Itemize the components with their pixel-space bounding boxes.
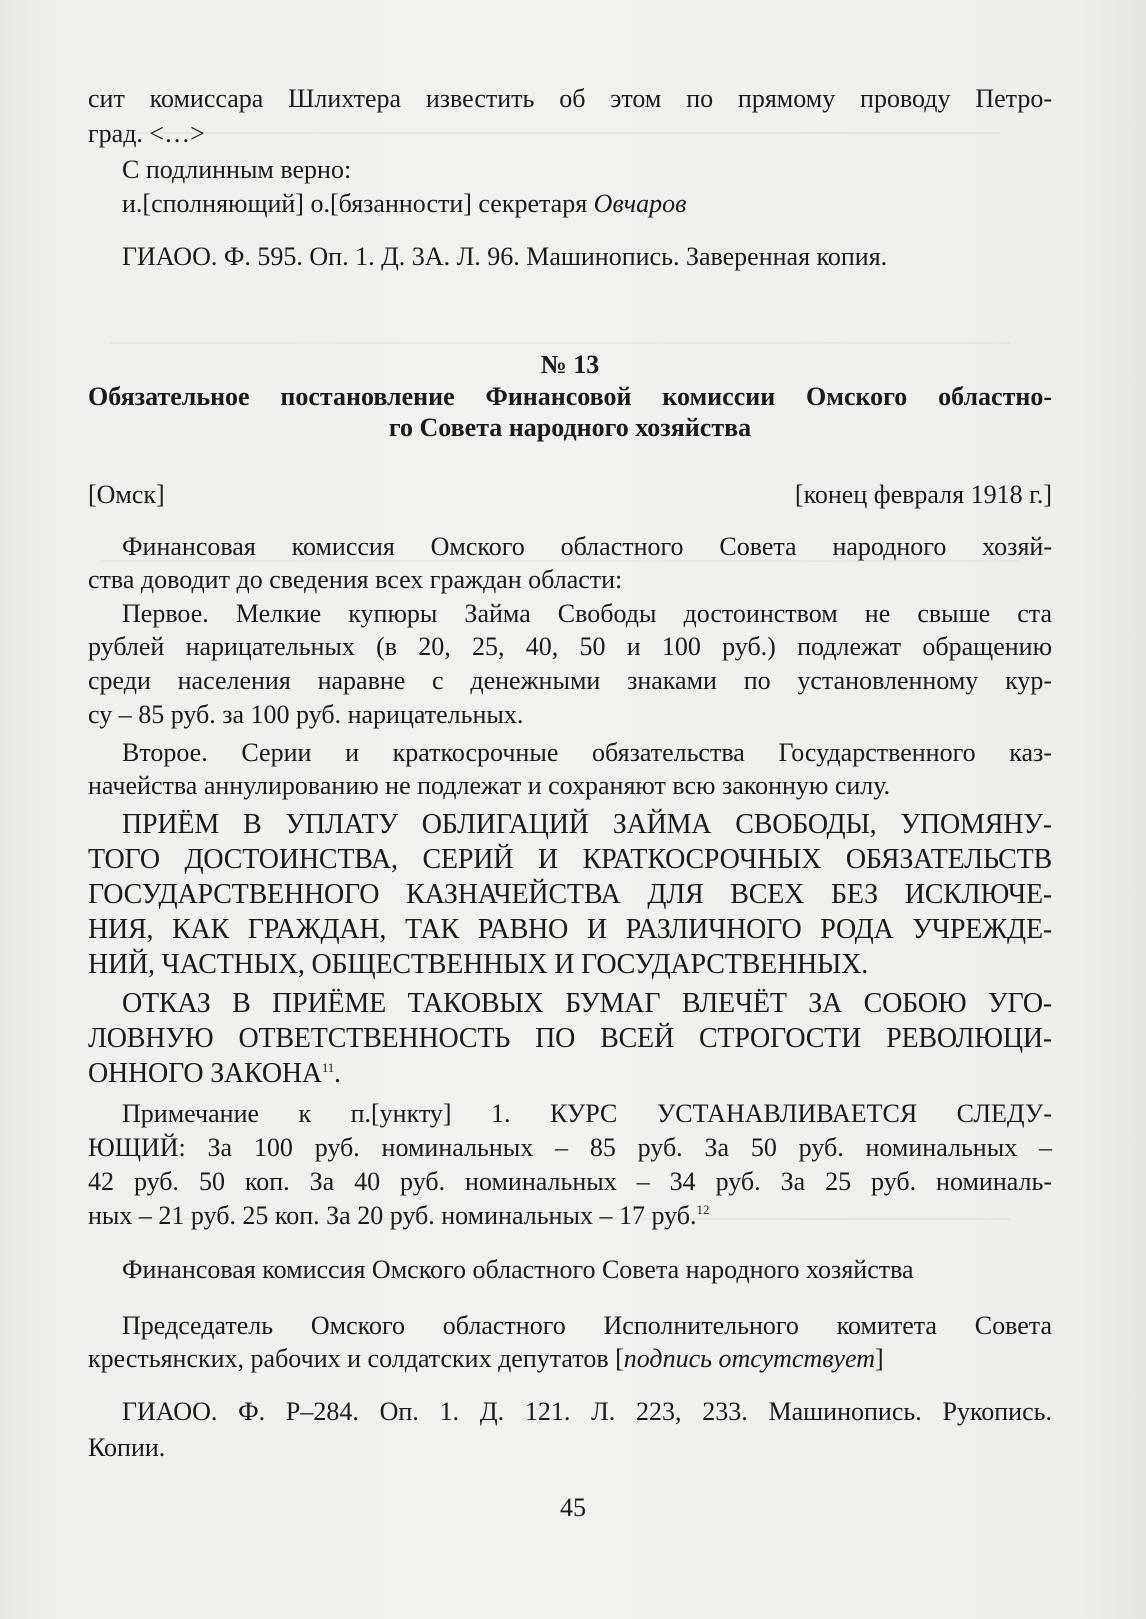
signature-missing-note: подпись отсутствует xyxy=(623,1344,876,1373)
document-number: № 13 xyxy=(540,350,600,379)
caps-paragraph1-l5: НИЙ, ЧАСТНЫХ, ОБЩЕСТВЕННЫХ И ГОСУДАРСТВЕННЫХ. xyxy=(88,949,869,980)
signer-name: Овчаров xyxy=(593,189,687,218)
document-title-line1: Обязательное постановление Финансовой комиссии Омского областно- xyxy=(88,382,1052,411)
signer-line: и.[сполняющий] о.[бязанности] секретаря Овчаров xyxy=(122,189,687,218)
caps-paragraph2-l1: ОТКАЗ В ПРИЁМЕ ТАКОВЫХ БУМАГ ВЛЕЧЁТ ЗА СОБОЮ УГО- xyxy=(122,988,1052,1019)
document-date: [конец февраля 1918 г.] xyxy=(794,480,1052,509)
archive-reference: ГИАОО. Ф. 595. Оп. 1. Д. 3А. Л. 96. Машинопись. Заверенная копия. xyxy=(122,242,888,271)
paragraph-first-l4: су – 85 руб. за 100 руб. нарицательных. xyxy=(88,700,524,729)
note-l4: ных – 21 руб. 25 коп. За 20 руб. номинальных – 17 руб.$^{12}$ xyxy=(88,1201,710,1230)
note-l2: ЮЩИЙ: За 100 руб. номинальных – 85 руб. За 50 руб. номинальных – xyxy=(88,1133,1052,1162)
document-place: [Омск] xyxy=(88,480,165,509)
continuation-end: град. <…> xyxy=(88,119,205,148)
document-title-line2: го Совета народного хозяйства xyxy=(388,413,752,442)
footnote-ref-11: 11 xyxy=(321,1060,335,1075)
paragraph-second-l2: начейства аннулированию не подлежат и сохраняют всю законную силу. xyxy=(88,771,891,800)
footnote-ref-12: 12 xyxy=(696,1202,710,1217)
continuation-line: сит комиссара Шлихтера известить об этом по прямому проводу Петро- xyxy=(88,84,1052,113)
intro-line2: ства доводит до сведения всех граждан области: xyxy=(88,565,623,594)
paragraph-first-l2: рублей нарицательных (в 20, 25, 40, 50 и 100 руб.) подлежат обращению xyxy=(88,632,1052,661)
intro-line1: Финансовая комиссия Омского областного Совета народного хозяй- xyxy=(122,532,1052,561)
commission-signature: Финансовая комиссия Омского областного Совета народного хозяйства xyxy=(122,1255,914,1284)
caps-paragraph1-l4: НИЯ, КАК ГРАЖДАН, ТАК РАВНО И РАЗЛИЧНОГО РОДА УЧРЕЖДЕ- xyxy=(88,914,1052,945)
caps-paragraph2-l2: ЛОВНУЮ ОТВЕТСТВЕННОСТЬ ПО ВСЕЙ СТРОГОСТИ РЕВОЛЮЦИ- xyxy=(88,1023,1052,1054)
chair-signature-l2: крестьянских, рабочих и солдатских депутатов [подпись отсутствует] xyxy=(88,1344,884,1373)
paragraph-first-l3: среди населения наравне с денежными знаками по установленному кур- xyxy=(88,666,1052,695)
source-reference-l2: Копии. xyxy=(88,1433,166,1462)
paragraph-second-l1: Второе. Серии и краткосрочные обязательства Государственного каз- xyxy=(122,738,1052,767)
source-reference-l1: ГИАОО. Ф. Р–284. Оп. 1. Д. 121. Л. 223, 233. Машинопись. Рукопись. xyxy=(122,1397,1052,1426)
paragraph-first-l1: Первое. Мелкие купюры Займа Свободы достоинством не свыше ста xyxy=(122,599,1052,628)
note-l3: 42 руб. 50 коп. За 40 руб. номинальных – 34 руб. За 25 руб. номиналь- xyxy=(88,1167,1052,1196)
show-through-line xyxy=(110,342,1010,344)
caps-paragraph1-l3: ГОСУДАРСТВЕННОГО КАЗНАЧЕЙСТВА ДЛЯ ВСЕХ БЕЗ ИСКЛЮЧЕ- xyxy=(88,879,1052,910)
caps-paragraph1-l2: ТОГО ДОСТОИНСТВА, СЕРИЙ И КРАТКОСРОЧНЫХ ОБЯЗАТЕЛЬСТВ xyxy=(88,844,1052,875)
note-l1: Примечание к п.[ункту] 1. КУРС УСТАНАВЛИВАЕТСЯ СЛЕДУ- xyxy=(122,1099,1052,1128)
certified-note: С подлинным верно: xyxy=(122,155,352,184)
caps-paragraph1-l1: ПРИЁМ В УПЛАТУ ОБЛИГАЦИЙ ЗАЙМА СВОБОДЫ, УПОМЯНУ- xyxy=(122,809,1052,840)
caps-paragraph2-l3: ОННОГО ЗАКОНА$^{11}$. xyxy=(88,1058,341,1089)
chair-signature-l1: Председатель Омского областного Исполнительного комитета Совета xyxy=(122,1311,1052,1340)
page-number: 45 xyxy=(560,1493,586,1522)
